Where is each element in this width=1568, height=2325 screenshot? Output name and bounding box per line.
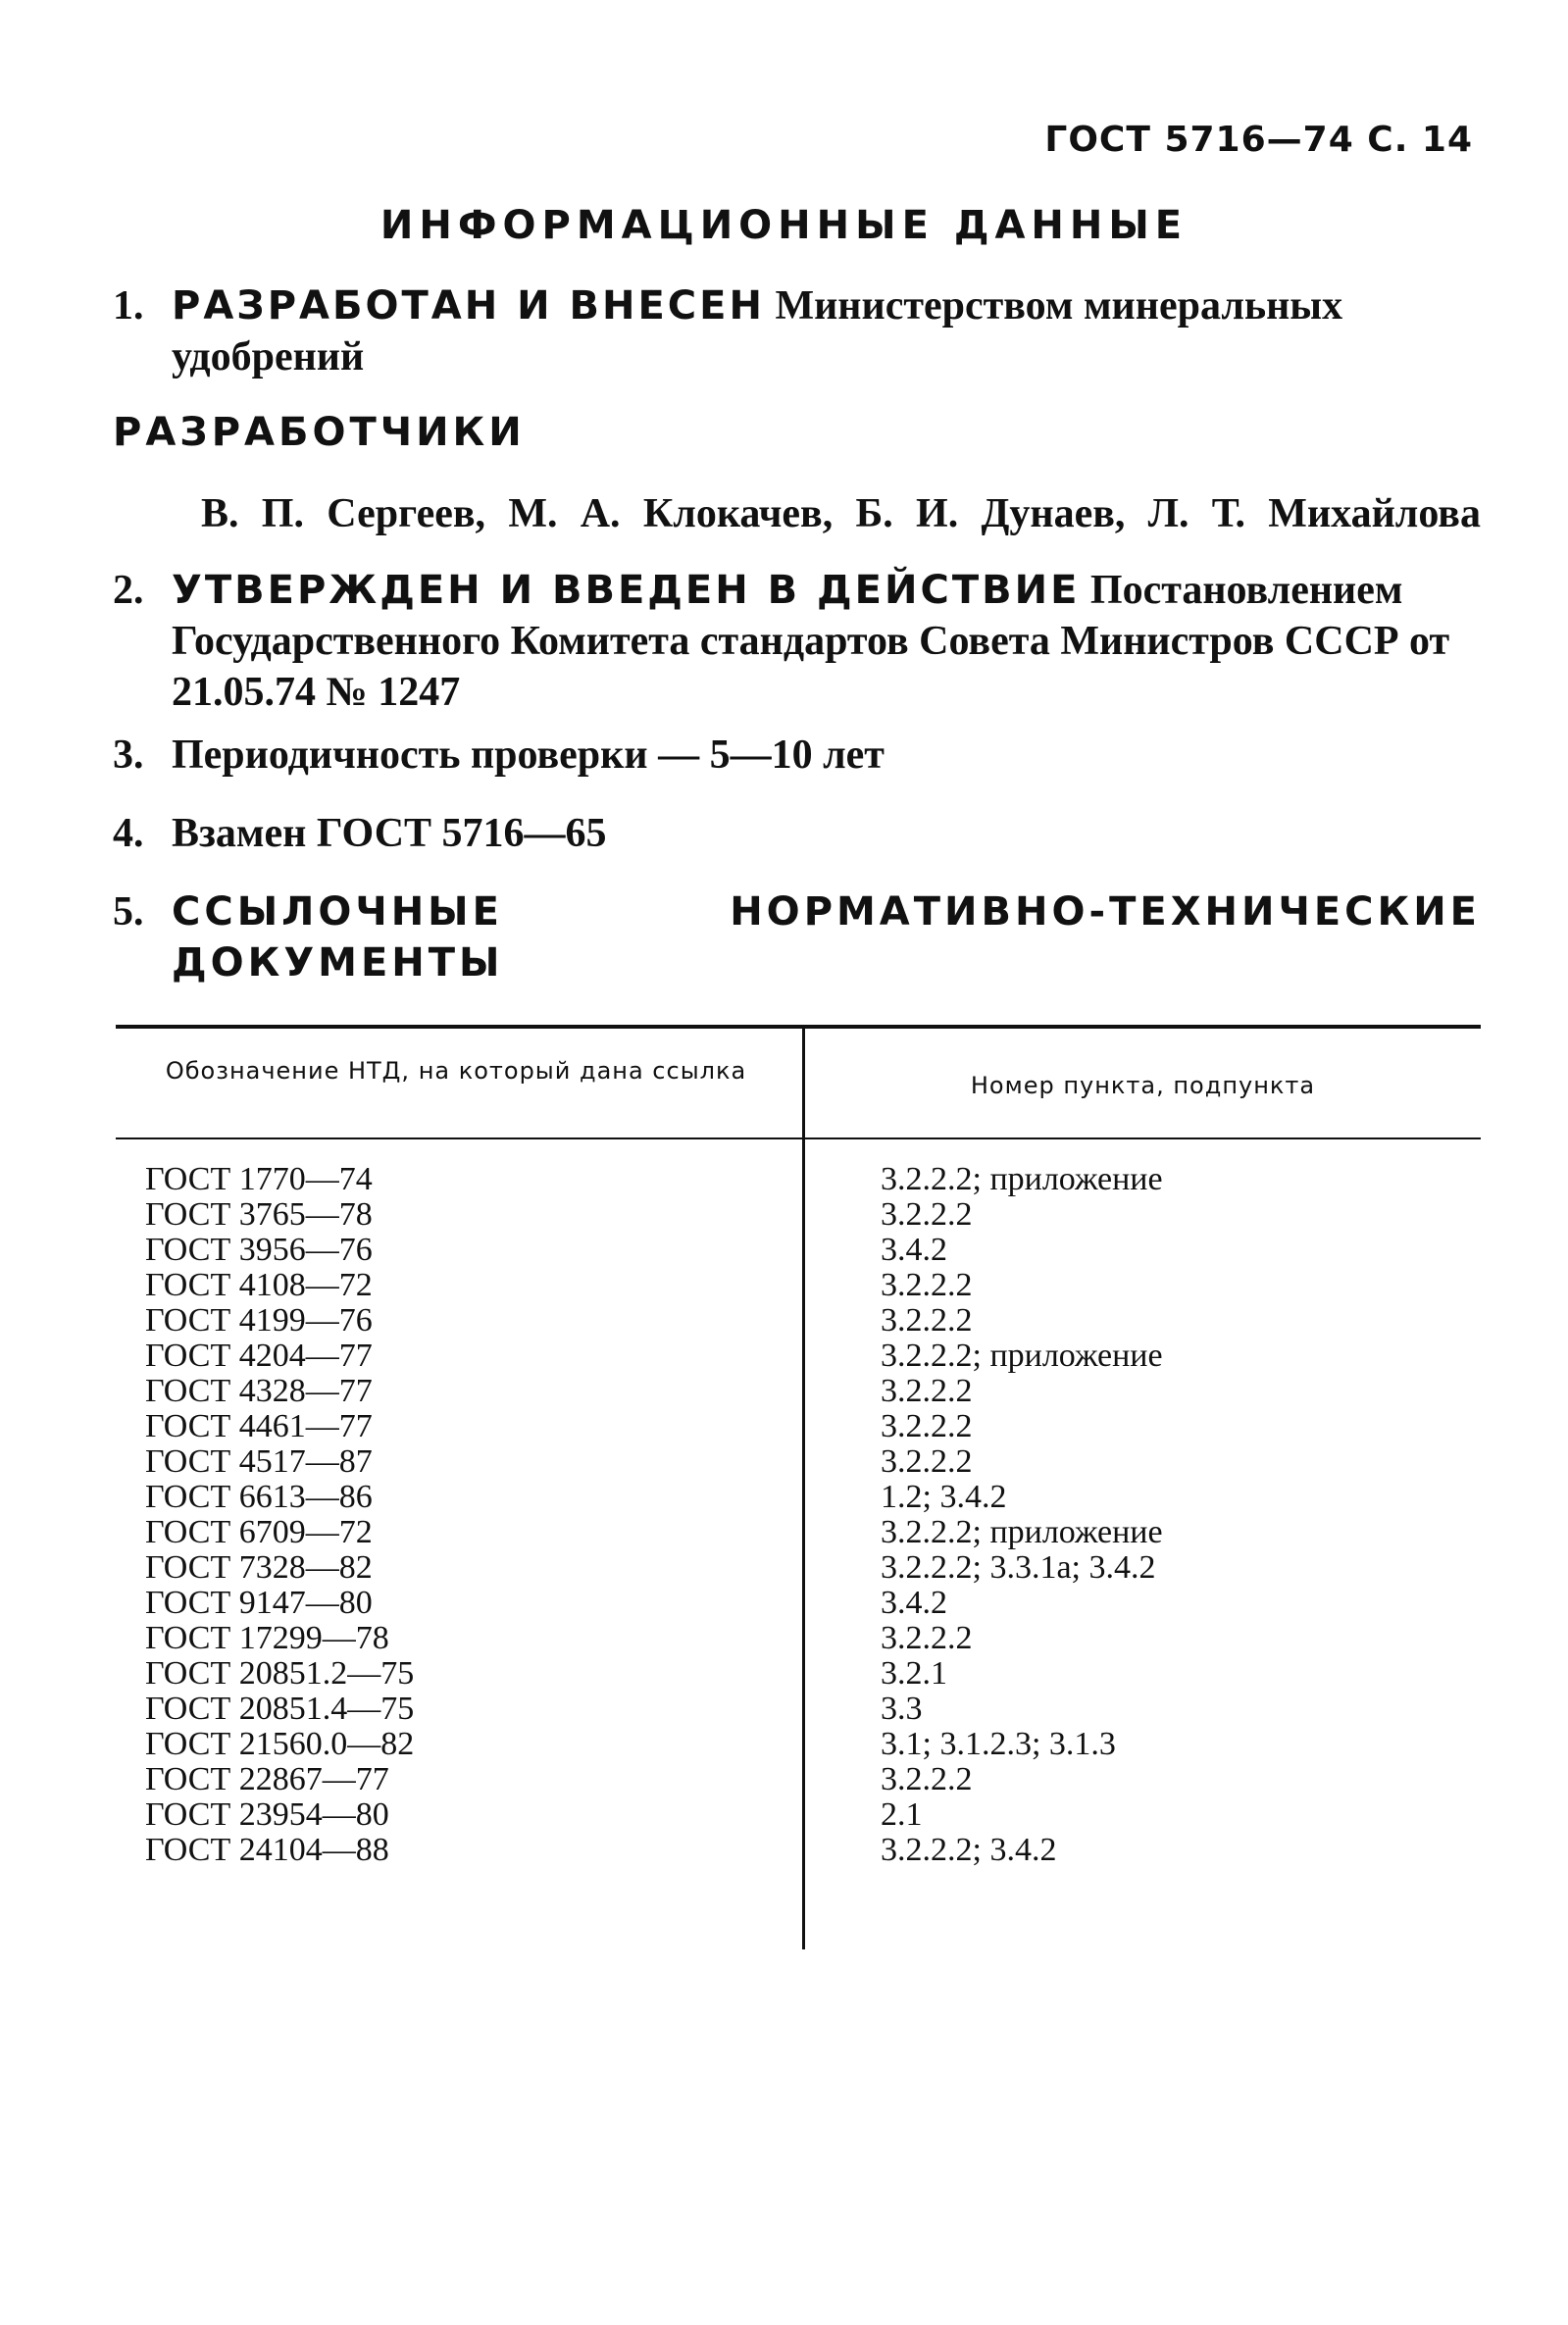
item-2 xyxy=(113,565,1481,718)
table-cell-clause: 3.2.2.2; приложение xyxy=(881,1514,1163,1550)
table-cell-clause: 3.2.2.2 xyxy=(881,1267,973,1303)
table-cell-clause: 3.2.2.2; 3.4.2 xyxy=(881,1832,1057,1868)
item-3-number: 3. xyxy=(113,733,144,778)
table-cell-designation: ГОСТ 1770—74 xyxy=(145,1161,373,1197)
table-cell-clause: 3.4.2 xyxy=(881,1585,947,1621)
item-2-number: 2. xyxy=(113,568,144,613)
item-4 xyxy=(113,808,1481,859)
item-1-text: Министерством минеральных удобрений xyxy=(172,283,1343,379)
table-cell-designation: ГОСТ 6709—72 xyxy=(145,1514,373,1550)
table-cell-clause: 3.1; 3.1.2.3; 3.1.3 xyxy=(881,1726,1116,1762)
table-column-clause xyxy=(881,1162,1163,1868)
table-top-rule xyxy=(116,1025,1481,1029)
table-cell-designation: ГОСТ 3765—78 xyxy=(145,1196,373,1233)
table-cell-clause: 3.2.2.2 xyxy=(881,1620,973,1656)
item-3 xyxy=(113,730,1481,781)
table-cell-designation: ГОСТ 20851.4—75 xyxy=(145,1691,415,1727)
table-cell-designation: ГОСТ 22867—77 xyxy=(145,1761,389,1797)
table-cell-designation: ГОСТ 21560.0—82 xyxy=(145,1726,415,1762)
developers-list: В. П. Сергеев, М. А. Клокачев, Б. И. Дунаев, Л. Т. Михайлова xyxy=(201,491,1481,536)
table-cell-clause: 1.2; 3.4.2 xyxy=(881,1479,1007,1515)
table-cell-clause: 3.2.1 xyxy=(881,1655,947,1692)
table-cell-clause: 3.2.2.2 xyxy=(881,1761,973,1797)
table-column-divider xyxy=(802,1028,805,1949)
item-1-number: 1. xyxy=(113,283,144,329)
table-cell-designation: ГОСТ 17299—78 xyxy=(145,1620,389,1656)
table-cell-designation: ГОСТ 23954—80 xyxy=(145,1796,389,1833)
table-cell-clause: 3.2.2.2 xyxy=(881,1302,973,1339)
table-cell-designation: ГОСТ 4328—77 xyxy=(145,1373,373,1409)
item-5-caps: ССЫЛОЧНЫЕ НОРМАТИВНО-ТЕХНИЧЕСКИЕ ДОКУМЕНТЫ xyxy=(172,889,1481,986)
table-header-rule xyxy=(116,1137,1481,1139)
table-cell-clause: 3.2.2.2 xyxy=(881,1408,973,1444)
table-cell-designation: ГОСТ 9147—80 xyxy=(145,1585,373,1621)
table-cell-clause: 3.3 xyxy=(881,1691,923,1727)
table-cell-designation: ГОСТ 24104—88 xyxy=(145,1832,389,1868)
table-cell-clause: 3.4.2 xyxy=(881,1232,947,1268)
item-4-number: 4. xyxy=(113,811,144,856)
table-cell-designation: ГОСТ 4108—72 xyxy=(145,1267,373,1303)
table-header-clause: Номер пункта, подпункта xyxy=(970,1072,1316,1099)
item-2-caps: УТВЕРЖДЕН И ВВЕДЕН В ДЕЙСТВИЕ xyxy=(172,568,1081,613)
developers-heading: РАЗРАБОТЧИКИ xyxy=(113,410,526,455)
table-cell-clause: 3.2.2.2 xyxy=(881,1196,973,1233)
table-cell-designation: ГОСТ 4199—76 xyxy=(145,1302,373,1339)
table-cell-clause: 3.2.2.2; приложение xyxy=(881,1161,1163,1197)
table-cell-clause: 3.2.2.2 xyxy=(881,1443,973,1480)
table-cell-designation: ГОСТ 20851.2—75 xyxy=(145,1655,415,1692)
item-4-text: Взамен ГОСТ 5716—65 xyxy=(172,811,607,856)
item-1 xyxy=(113,280,1481,382)
table-cell-designation: ГОСТ 7328—82 xyxy=(145,1549,373,1586)
table-cell-designation: ГОСТ 4517—87 xyxy=(145,1443,373,1480)
item-5 xyxy=(113,886,1481,988)
table-cell-clause: 3.2.2.2; 3.3.1а; 3.4.2 xyxy=(881,1549,1156,1586)
item-3-text: Периодичность проверки — 5—10 лет xyxy=(172,733,885,778)
table-cell-clause: 2.1 xyxy=(881,1796,923,1833)
table-column-designation xyxy=(145,1162,414,1868)
item-2-text: Постановлением Государственного Комитета стандартов Совета Министров СССР от 21.05.74 № 1247 xyxy=(172,568,1450,715)
page-header: ГОСТ 5716—74 С. 14 xyxy=(1044,120,1473,160)
table-cell-clause: 3.2.2.2 xyxy=(881,1373,973,1409)
page-title: ИНФОРМАЦИОННЫЕ ДАННЫЕ xyxy=(379,203,1189,248)
table-cell-clause: 3.2.2.2; приложение xyxy=(881,1338,1163,1374)
table-cell-designation: ГОСТ 3956—76 xyxy=(145,1232,373,1268)
table-header-designation: Обозначение НТД, на который дана ссылка xyxy=(165,1057,747,1085)
table-cell-designation: ГОСТ 4204—77 xyxy=(145,1338,373,1374)
item-5-number: 5. xyxy=(113,889,144,935)
table-cell-designation: ГОСТ 4461—77 xyxy=(145,1408,373,1444)
table-cell-designation: ГОСТ 6613—86 xyxy=(145,1479,373,1515)
item-1-caps: РАЗРАБОТАН И ВНЕСЕН xyxy=(172,283,765,329)
